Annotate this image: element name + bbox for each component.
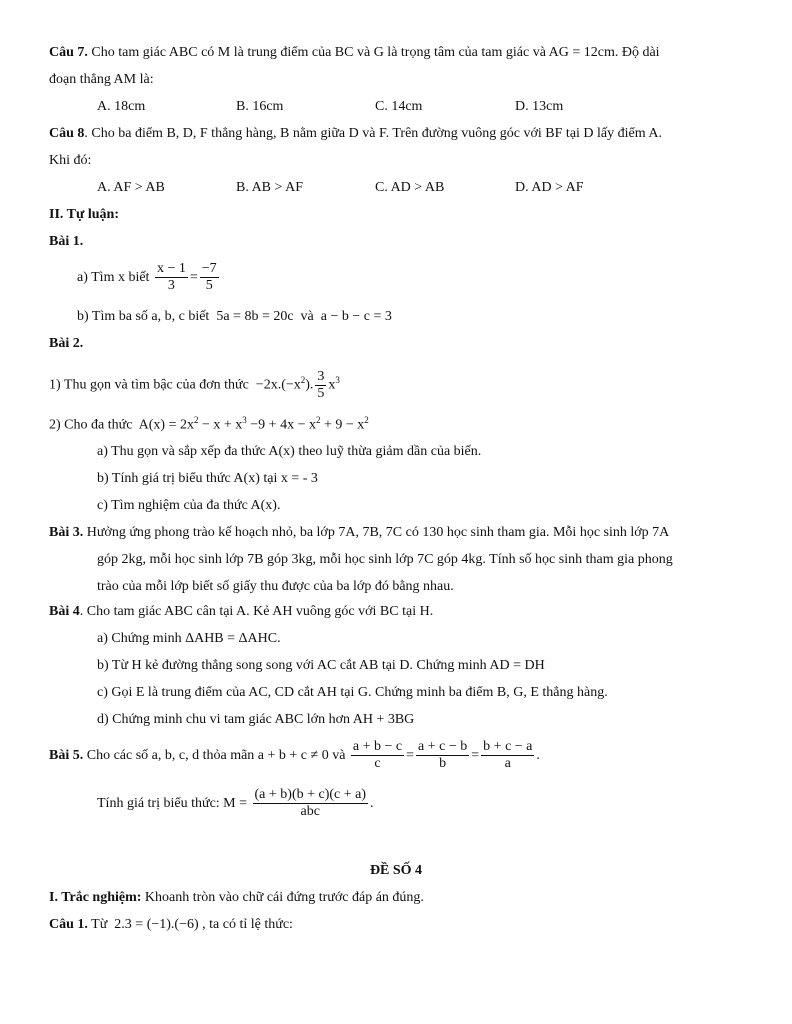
q7-label: Câu 7. [49,45,88,60]
bai1-a-num2: −7 [201,261,217,277]
bai5-eq-2: = [471,748,480,763]
q8-option-d: D. AD > AF [515,180,584,195]
q7-option-d: D. 13cm [515,99,564,114]
bai1-a-fraction-2 [200,261,219,294]
q7-option-c: C. 14cm [375,99,423,114]
bai2-p1-sup1: 2 [300,375,306,385]
bai1-a-fraction-1 [155,261,188,294]
bai5-m-num: (a + b)(b + c)(c + a) [254,787,367,803]
bai2-p1-num: 3 [317,368,325,384]
bai5-eq-1: = [406,748,415,763]
bai2-p2-s4: 2 [364,415,369,425]
q7-text2: đoạn thẳng AM là: [49,72,154,87]
bai5-f2d: b [439,756,447,772]
de4-c1 [49,916,293,934]
de4-c1-end: , ta có tỉ lệ thức: [202,917,293,932]
bai5-f3d: a [504,756,511,772]
bai1-b [77,308,392,326]
bai3-l2: góp 2kg, mỗi học sinh lớp 7B góp 3kg, mỗi học sinh lớp 7C góp 4kg. Tính số học sinh tham gia phong [97,552,673,567]
bai4-label: Bài 4 [49,604,80,619]
bai2-a: a) Thu gọn và sắp xếp đa thức A(x) theo luỹ thừa giảm dần của biến. [97,444,482,459]
q7-text1: Cho tam giác ABC có M là trung điểm của BC và G là trọng tâm của tam giác và AG = 12cm. Độ dài [87,45,660,60]
de4-c1-text: Từ [87,917,108,932]
q8-option-b: B. AB > AF [236,180,304,195]
bai2-p2-s1: 2 [193,415,199,425]
bai2-c: c) Tìm nghiệm của đa thức A(x). [97,498,281,513]
bai5-f1d: c [374,756,381,772]
bai2-p1-text: 1) Thu gọn và tìm bậc của đơn thức [49,377,249,393]
bai2-p1-den: 5 [317,385,325,401]
de4-c1-label: Câu 1. [49,917,88,932]
bai5-end: . [536,748,540,763]
bai5-f3n: b + c − a [483,739,533,755]
bai2-p2-e3: −9 + 4x − x [246,417,316,433]
bai1-a [77,261,221,295]
q8-option-a: A. AF > AB [97,180,165,195]
bai1-b-text: b) Tìm ba số a, b, c biết [77,309,210,324]
bai5-f1n: a + b − c [352,739,403,755]
bai1-label: Bài 1. [49,234,84,249]
bai2-p2-s3: 2 [315,415,321,425]
q8-option-c: C. AD > AB [375,180,445,195]
bai1-a-num1: x − 1 [156,261,186,277]
q7-option-a: A. 18cm [97,99,146,114]
bai2-p1-expr1: −2x.(−x [255,377,301,393]
bai2-p2-expr: A(x) = 2x [138,417,194,433]
bai1-a-eq: = [189,270,198,285]
q7-line1 [49,44,660,62]
bai2-p2-e4: + 9 − x [320,417,365,433]
bai1-a-den2: 5 [205,278,213,294]
bai5-intro: Cho các số a, b, c, d thỏa mãn a + b + c ≠ 0 và [83,748,346,763]
bai5-m-text: Tính giá trị biểu thức: M = [97,796,248,811]
bai2-p2-e2: − x + x [198,417,243,433]
bai2-part1 [49,363,340,403]
part2-heading: II. Tự luận: [49,207,120,222]
bai5-fraction-3 [481,739,534,772]
bai4-d: d) Chứng minh chu vi tam giác ABC lớn hơn AH + 3BG [97,712,415,727]
de4-c1-expr: 2.3 = (−1).(−6) [114,917,199,932]
bai1-b-eq1: 5a = 8b = 20c [216,309,294,324]
bai3-l1: Hưởng ứng phong trào kế hoạch nhỏ, ba lớp 7A, 7B, 7C có 130 học sinh tham gia. Mỗi học sinh lớp 7A [83,525,670,540]
bai2-p2-s2: 3 [242,415,247,425]
q7-option-b: B. 16cm [236,99,284,114]
q8-text1: . Cho ba điểm B, D, F thẳng hàng, B nằm giữa D và F. Trên đường vuông góc với BF tại D lấy điểm A. [84,126,662,141]
bai5-m-den: abc [300,804,320,820]
bai5-fraction-2 [416,739,469,772]
bai5-line1 [49,737,540,775]
bai2-part2 [49,411,369,435]
q8-text2: Khi đó: [49,153,92,168]
bai5-label: Bài 5. [49,748,84,763]
bai5-f2n: a + c − b [418,739,468,755]
bai5-m [97,785,374,823]
bai2-p1-fraction [315,369,326,402]
bai1-a-text: a) Tìm x biết [77,270,150,285]
bai4-c: c) Gọi E là trung điểm của AC, CD cắt AH tại G. Chứng minh ba điểm B, G, E thẳng hàng. [97,685,608,700]
bai2-p1-expr2: ). [305,377,314,393]
bai1-b-and: và [300,309,314,324]
bai2-label: Bài 2. [49,336,84,351]
bai2-p2-text: 2) Cho đa thức [49,417,133,433]
bai2-p1-sup2: 3 [335,375,340,385]
q8-label: Câu 8 [49,126,85,141]
bai5-fraction-1 [351,739,404,772]
bai5-m-end: . [370,796,374,811]
bai2-p1-expr3: x [328,377,336,393]
bai3-label: Bài 3. [49,525,84,540]
bai4-intro: . Cho tam giác ABC cân tại A. Kẻ AH vuông góc với BC tại H. [79,604,434,619]
de4-part1 [49,889,424,907]
de4-title: ĐỀ SỐ 4 [369,863,423,878]
bai4-a: a) Chứng minh ΔAHB = ΔAHC. [97,631,281,646]
bai5-m-fraction [253,787,369,820]
q8-line1 [49,125,662,143]
de4-part1-label: I. Trắc nghiệm: [49,890,142,905]
de4-part1-text: Khoanh tròn vào chữ cái đứng trước đáp án đúng. [141,890,424,905]
bai1-b-eq2: a − b − c = 3 [320,309,392,324]
bai2-b: b) Tính giá trị biểu thức A(x) tại x = - 3 [97,471,318,486]
bai4-b: b) Từ H kẻ đường thẳng song song với AC cắt AB tại D. Chứng minh AD = DH [97,658,545,673]
bai4-line1 [49,603,433,621]
bai3-line1 [49,524,669,542]
bai1-a-den1: 3 [167,278,175,294]
bai3-l3: trào của mỗi lớp biết số giấy thu được của ba lớp đó bằng nhau. [97,579,454,594]
